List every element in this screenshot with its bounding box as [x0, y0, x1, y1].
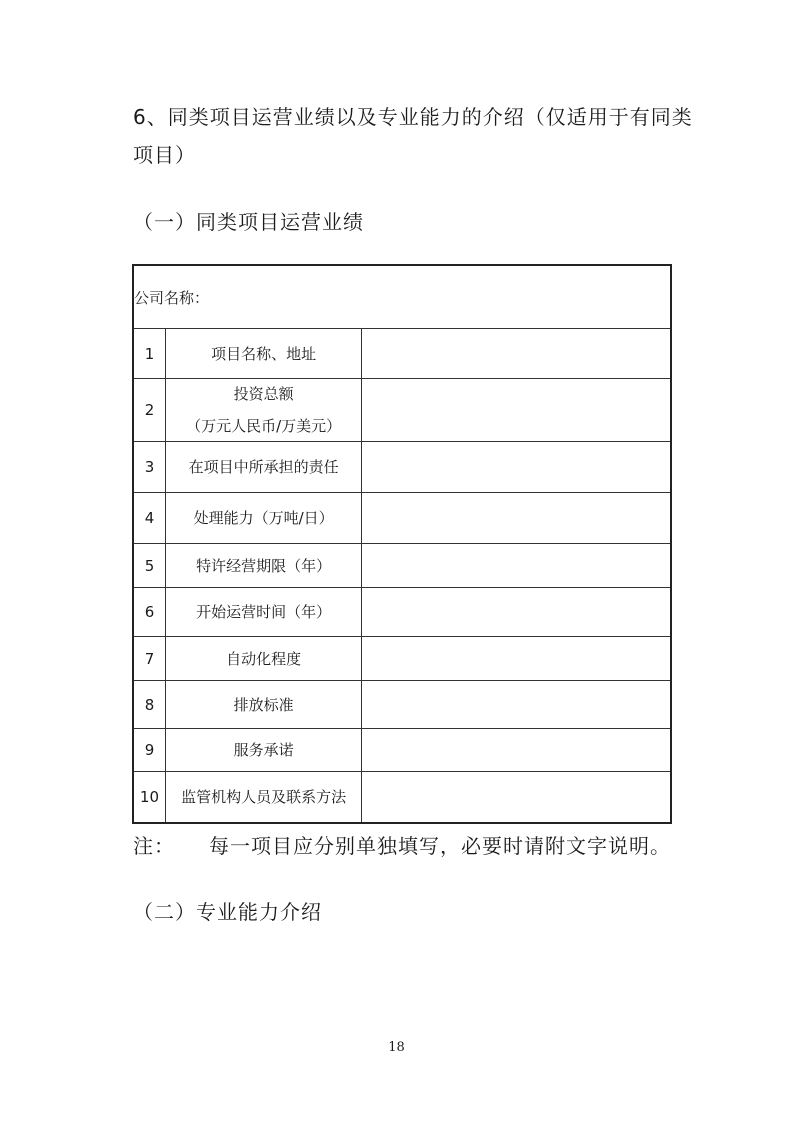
row-label-line2: （万元人民币/万美元） — [186, 417, 342, 435]
row-value-cell[interactable] — [362, 729, 671, 772]
main-heading: 6、同类项目运营业绩以及专业能力的介绍（仅适用于有同类项目） — [133, 105, 693, 167]
row-value-cell[interactable] — [362, 329, 671, 379]
performance-table — [132, 264, 672, 824]
company-name-label: 公司名称： — [133, 265, 671, 329]
row-value-cell[interactable] — [362, 493, 671, 544]
table-row — [133, 772, 671, 823]
page-number: 18 — [388, 1040, 405, 1055]
row-value-cell[interactable] — [362, 637, 671, 681]
note-prefix: 注： — [133, 834, 175, 858]
row-value-cell[interactable] — [362, 442, 671, 493]
row-value-cell[interactable] — [362, 772, 671, 823]
table-row — [133, 681, 671, 729]
row-label: 排放标准 — [165, 681, 361, 729]
section-heading-capability: （二）专业能力介绍 — [133, 900, 322, 924]
row-label — [165, 379, 361, 442]
row-value-cell[interactable] — [362, 544, 671, 588]
table-row — [133, 493, 671, 544]
row-number: 3 — [133, 442, 165, 493]
row-label: 自动化程度 — [165, 637, 361, 681]
table-row — [133, 379, 671, 442]
row-label-line1: 投资总额 — [233, 385, 294, 403]
table-row — [133, 544, 671, 588]
row-value-cell[interactable] — [362, 588, 671, 637]
row-label: 处理能力（万吨/日） — [165, 493, 361, 544]
row-number: 1 — [133, 329, 165, 379]
row-number: 5 — [133, 544, 165, 588]
table-row — [133, 329, 671, 379]
row-label: 服务承诺 — [165, 729, 361, 772]
row-number: 6 — [133, 588, 165, 637]
row-number: 9 — [133, 729, 165, 772]
row-value-cell[interactable] — [362, 681, 671, 729]
row-number: 2 — [133, 379, 165, 442]
table-note — [133, 830, 733, 859]
row-label: 项目名称、地址 — [165, 329, 361, 379]
table-row — [133, 588, 671, 637]
row-number: 7 — [133, 637, 165, 681]
row-label: 在项目中所承担的责任 — [165, 442, 361, 493]
note-text: 每一项目应分别单独填写，必要时请附文字说明。 — [209, 834, 671, 858]
row-value-cell[interactable] — [362, 379, 671, 442]
table-row — [133, 442, 671, 493]
row-number: 4 — [133, 493, 165, 544]
company-name-row — [133, 265, 671, 329]
section-heading-performance: （一）同类项目运营业绩 — [133, 210, 364, 234]
row-label: 监管机构人员及联系方法 — [165, 772, 361, 823]
table-row — [133, 729, 671, 772]
table-row — [133, 637, 671, 681]
row-number: 10 — [133, 772, 165, 823]
row-label: 特许经营期限（年） — [165, 544, 361, 588]
row-number: 8 — [133, 681, 165, 729]
row-label: 开始运营时间（年） — [165, 588, 361, 637]
